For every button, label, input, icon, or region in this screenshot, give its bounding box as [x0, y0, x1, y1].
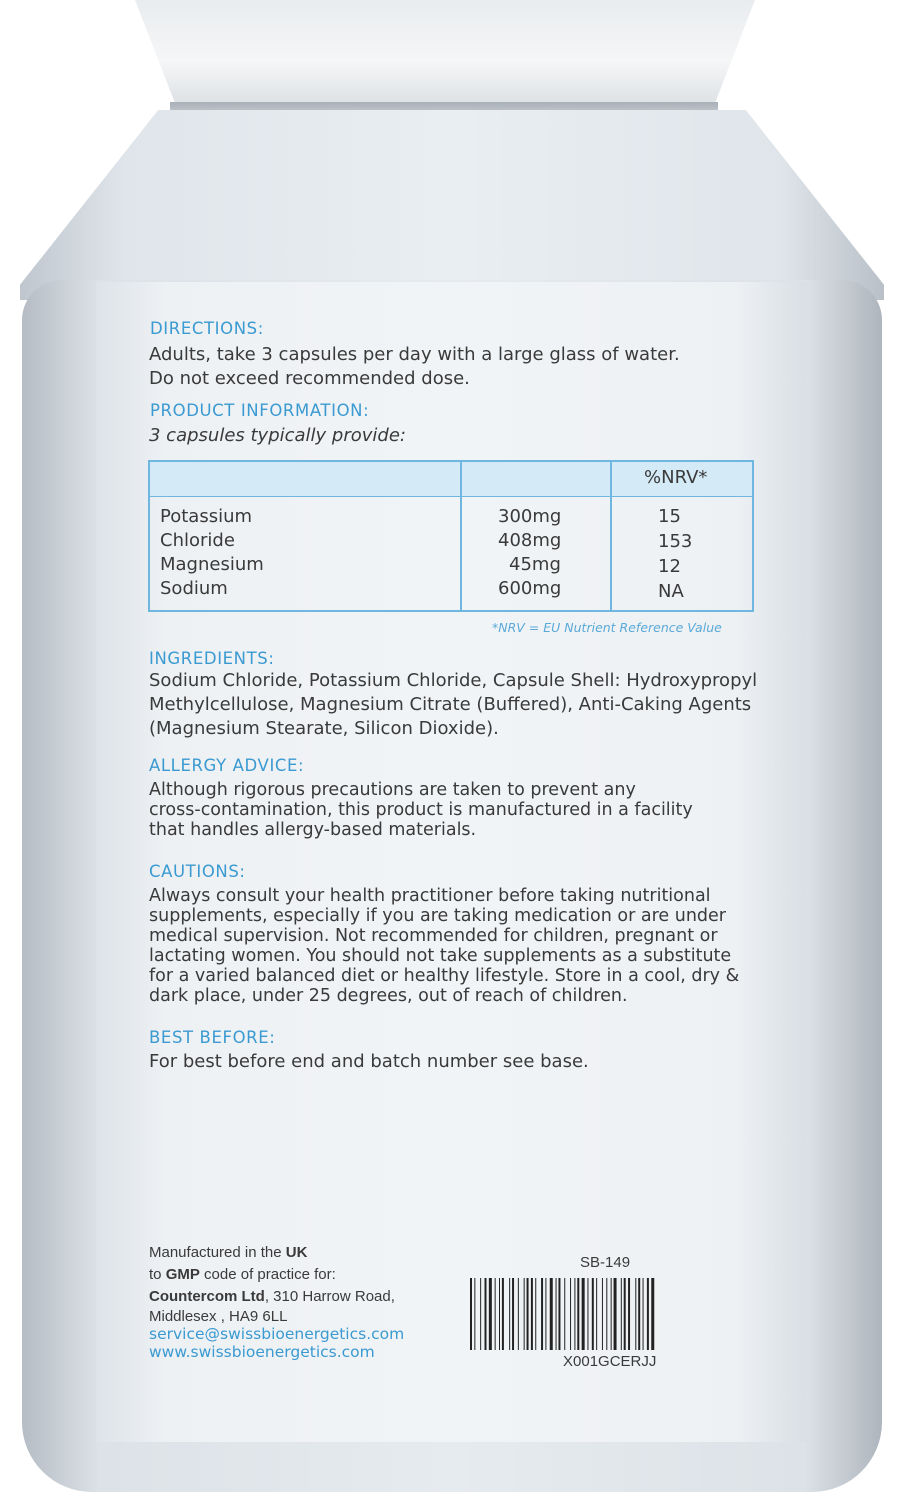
allergy-advice-heading: ALLERGY ADVICE: [149, 756, 305, 775]
nutrient-amount: 600mg [498, 578, 562, 599]
cautions-line-6: dark place, under 25 degrees, out of reach of children. [149, 986, 628, 1006]
postal-address: Middlesex , HA9 6LL [149, 1308, 288, 1325]
nutrient-name: Magnesium [160, 554, 264, 575]
best-before-heading: BEST BEFORE: [149, 1028, 276, 1047]
company-name: Countercom Ltd [149, 1288, 265, 1305]
nrv-footnote: *NRV = EU Nutrient Reference Value [492, 620, 722, 635]
allergy-line-1: Although rigorous precautions are taken to prevent any [149, 780, 636, 800]
email-link[interactable]: service@swissbioenergetics.com [149, 1325, 405, 1343]
table-divider [610, 462, 612, 610]
street-address: , 310 Harrow Road, [264, 1288, 395, 1305]
nutrient-amount: 45mg [509, 554, 561, 575]
product-information-subheading: 3 capsules typically provide: [149, 425, 406, 446]
nutrient-amount: 408mg [498, 530, 562, 551]
company-address [149, 1286, 395, 1308]
ingredients-heading: INGREDIENTS: [149, 649, 275, 668]
nutrient-name: Chloride [160, 530, 235, 551]
nutrient-nrv: 153 [658, 531, 693, 552]
manufactured-prefix: Manufactured in the [149, 1244, 286, 1261]
nutrient-nrv: 15 [658, 506, 681, 527]
bottle-shoulder [20, 110, 884, 300]
bottle-cap [135, 0, 755, 112]
ingredients-line-3: (Magnesium Stearate, Silicon Dioxide). [149, 718, 499, 739]
nutrient-nrv: 12 [658, 556, 681, 577]
directions-heading: DIRECTIONS: [150, 319, 264, 338]
cautions-line-1: Always consult your health practitioner before taking nutritional [149, 886, 711, 906]
directions-line-1: Adults, take 3 capsules per day with a large glass of water. [149, 344, 680, 365]
nutrient-name: Potassium [160, 506, 253, 527]
cautions-line-4: lactating women. You should not take supplements as a substitute [149, 946, 732, 966]
gmp-prefix: to [149, 1266, 166, 1283]
nutrient-name: Sodium [160, 578, 228, 599]
gmp: GMP [165, 1266, 200, 1283]
allergy-line-3: that handles allergy-based materials. [149, 820, 477, 840]
product-code: SB-149 [580, 1254, 631, 1271]
nutrient-amount: 300mg [498, 506, 562, 527]
barcode-number: X001GCERJJ [563, 1353, 657, 1370]
best-before-text: For best before end and batch number see base. [149, 1051, 589, 1072]
gmp-line [149, 1264, 336, 1286]
gmp-suffix: code of practice for: [199, 1266, 336, 1283]
cautions-line-3: medical supervision. Not recommended for children, pregnant or [149, 926, 718, 946]
cautions-line-2: supplements, especially if you are taking medication or are under [149, 906, 726, 926]
allergy-line-2: cross-contamination, this product is manufactured in a facility [149, 800, 693, 820]
ingredients-line-2: Methylcellulose, Magnesium Citrate (Buffered), Anti-Caking Agents [149, 694, 752, 715]
manufactured-in [149, 1242, 307, 1264]
barcode-icon [470, 1278, 752, 1350]
cautions-line-5: for a varied balanced diet or healthy lifestyle. Store in a cool, dry & [149, 966, 740, 986]
directions-line-2: Do not exceed recommended dose. [149, 368, 470, 389]
website-link[interactable]: www.swissbioenergetics.com [149, 1343, 375, 1361]
nutrient-nrv: NA [658, 581, 684, 602]
nrv-column-header: %NRV* [644, 467, 708, 488]
country: UK [285, 1244, 308, 1261]
ingredients-line-1: Sodium Chloride, Potassium Chloride, Capsule Shell: Hydroxypropyl [149, 670, 758, 691]
nutrition-table [148, 460, 754, 612]
product-information-heading: PRODUCT INFORMATION: [150, 401, 370, 420]
cautions-heading: CAUTIONS: [149, 862, 246, 881]
table-divider [460, 462, 462, 610]
